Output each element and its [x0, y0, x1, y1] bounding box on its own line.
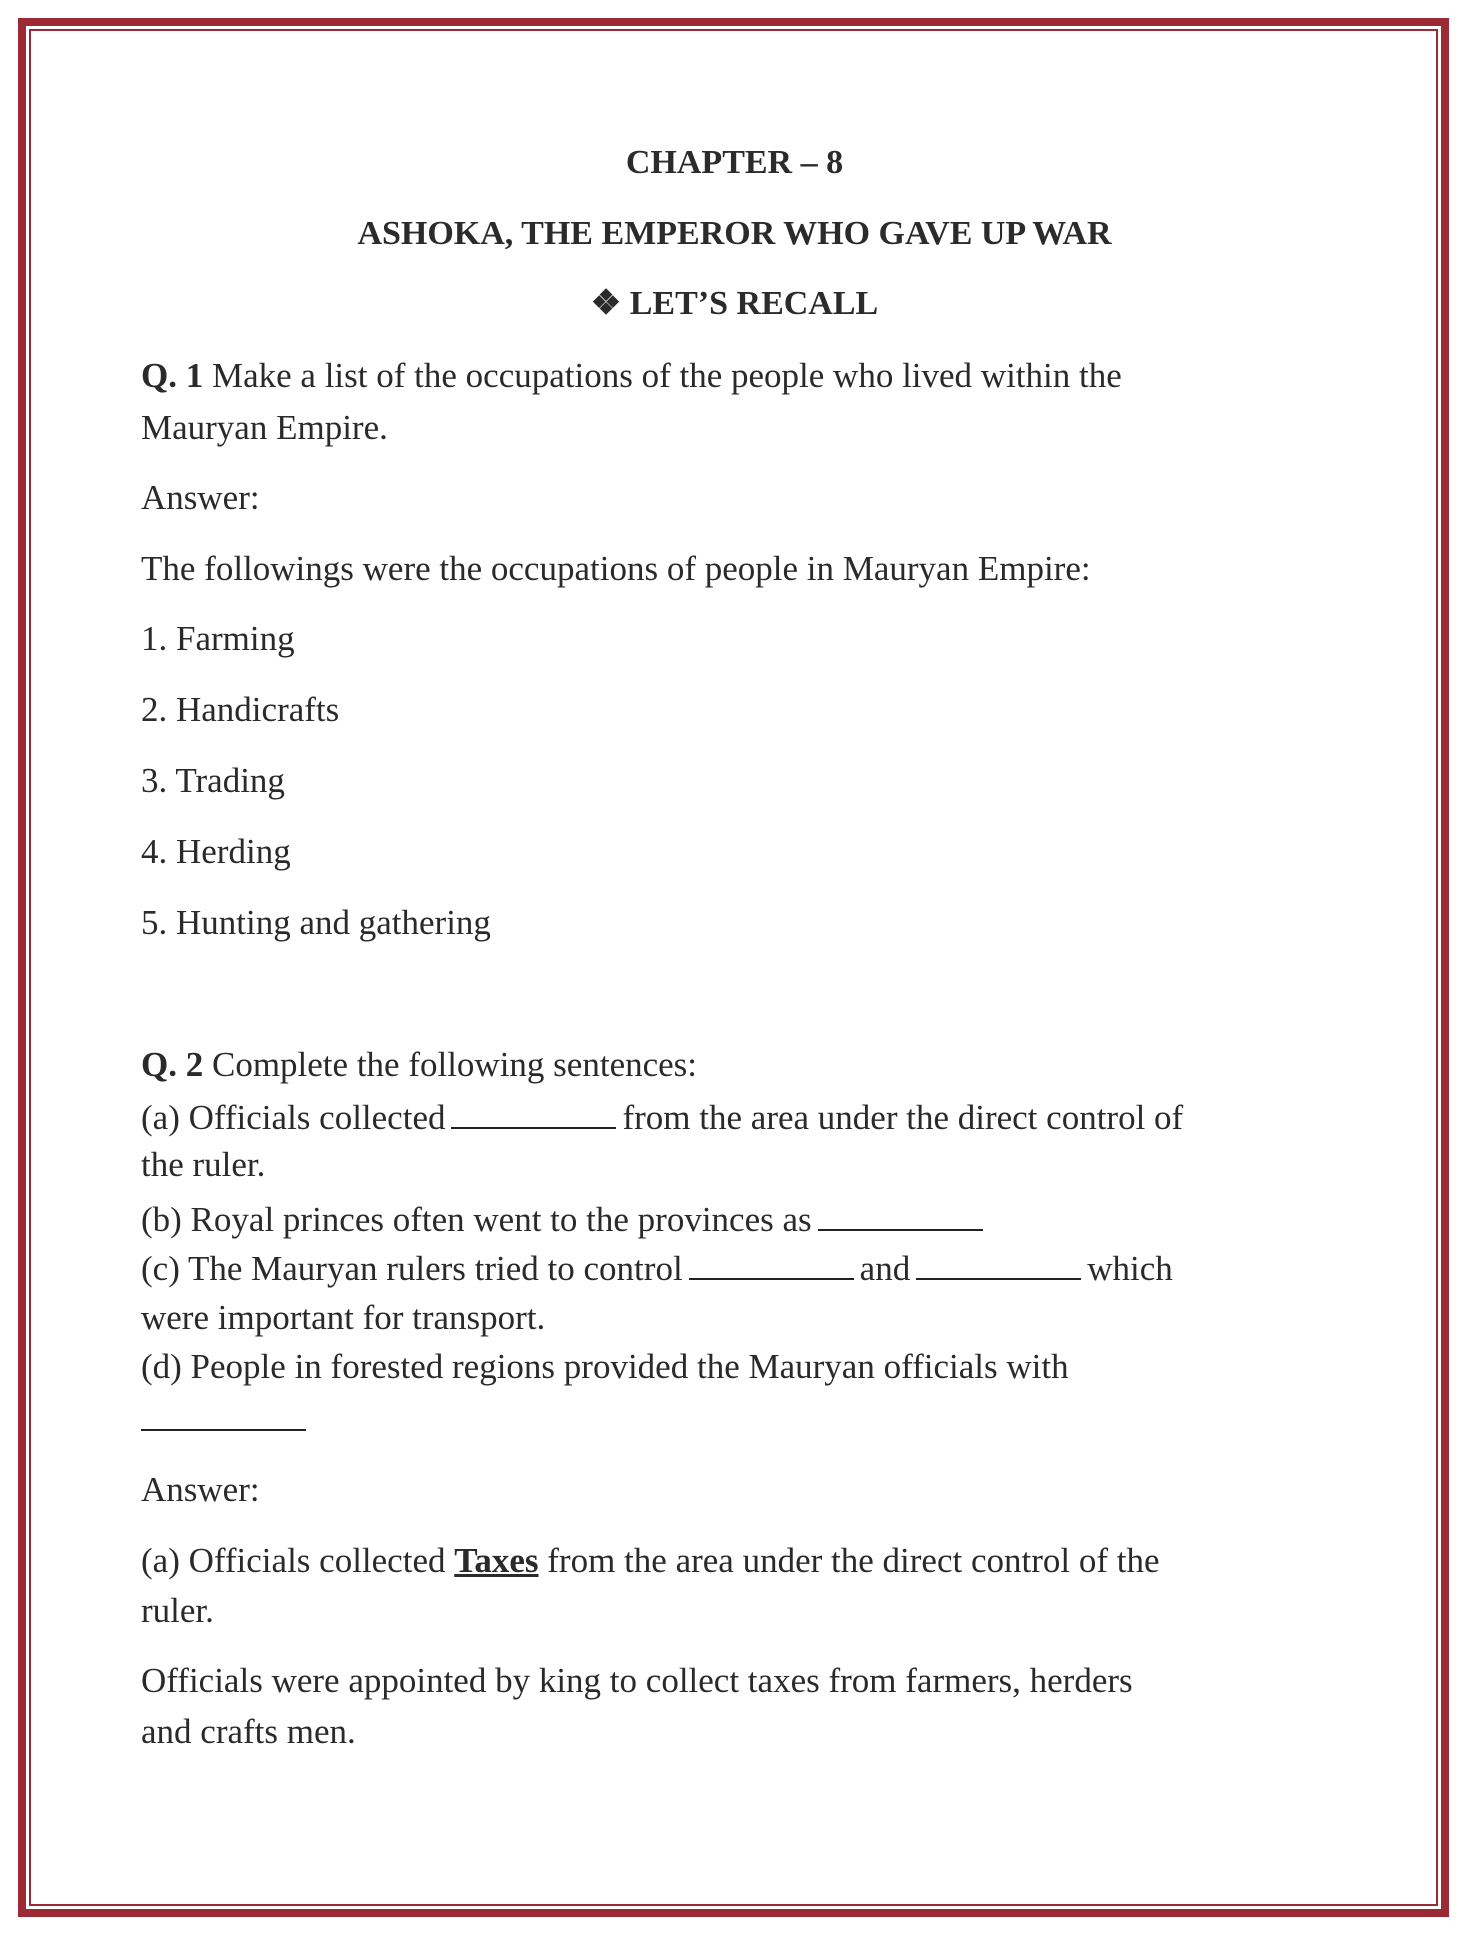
q2-b-text: (b) Royal princes often went to the provinces as [141, 1200, 812, 1239]
q2-text: Complete the following sentences: [211, 1045, 698, 1084]
explanation-line: and crafts men. [141, 1712, 356, 1751]
q2-c-line2: were important for transport. [141, 1298, 546, 1337]
q2-c-text2: which [1087, 1249, 1173, 1288]
list-item: 2. Handicrafts [141, 690, 340, 729]
q2-c-and: and [859, 1249, 911, 1288]
list-item: 3. Trading [141, 761, 285, 800]
q2-d: (d) People in forested regions provided the Mauryan officials with [141, 1347, 1069, 1386]
list-item: 4. Herding [141, 832, 291, 871]
q2-c [141, 1242, 1173, 1292]
q2-c-text: (c) The Mauryan rulers tried to control [141, 1249, 683, 1288]
q1-question [141, 351, 1122, 401]
list-item: 5. Hunting and gathering [141, 903, 491, 942]
chapter-title: ASHOKA, THE EMPEROR WHO GAVE UP WAR [357, 215, 1112, 252]
section-title: LET’S RECALL [629, 285, 879, 322]
q2-answer-label: Answer: [141, 1470, 260, 1509]
q2-a-line2: the ruler. [141, 1145, 266, 1184]
fill-blank [141, 1393, 306, 1431]
q1-text: Make a list of the occupations of the people who lived within the [211, 356, 1122, 395]
fill-blank [916, 1242, 1081, 1280]
fill-blank [451, 1091, 616, 1129]
chapter-number: CHAPTER – 8 [625, 144, 844, 181]
q1-label: Q. 1 [141, 356, 204, 395]
q2-b [141, 1193, 989, 1243]
q1-text-line2: Mauryan Empire. [141, 408, 388, 447]
answer-text: (a) Officials collected [141, 1541, 446, 1580]
fill-blank [818, 1193, 983, 1231]
q2-question [141, 1040, 697, 1090]
list-item: 1. Farming [141, 619, 295, 658]
q1-answer-label: Answer: [141, 478, 260, 517]
fill-blank [689, 1242, 854, 1280]
q2-answer-a [141, 1536, 1160, 1586]
q2-label: Q. 2 [141, 1045, 204, 1084]
diamond-bullet-icon: ❖ [590, 285, 622, 322]
q1-answer-intro: The followings were the occupations of people in Mauryan Empire: [141, 549, 1091, 588]
answer-fill: Taxes [454, 1541, 539, 1580]
q2-a-text: (a) Officials collected [141, 1098, 446, 1137]
q2-a-text2: from the area under the direct control of [622, 1098, 1184, 1137]
answer-text2: from the area under the direct control of the [547, 1541, 1160, 1580]
q2-d-blank [141, 1393, 312, 1443]
q2-answer-a-line2: ruler. [141, 1591, 214, 1630]
q2-a [141, 1091, 1183, 1141]
section-heading [0, 279, 1469, 329]
explanation-line: Officials were appointed by king to collect taxes from farmers, herders [141, 1661, 1133, 1700]
